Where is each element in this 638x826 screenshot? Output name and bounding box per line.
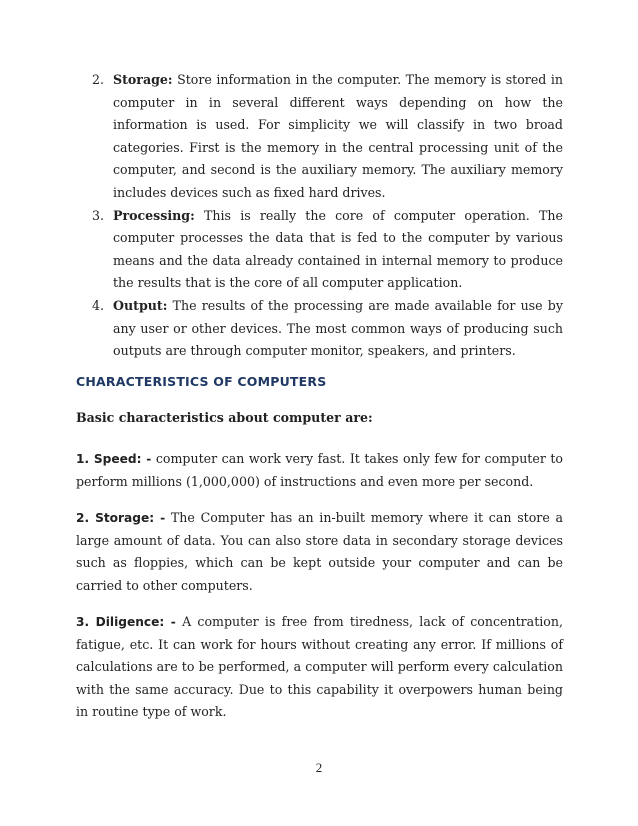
page-number: 2 xyxy=(315,760,323,775)
list-term: Processing: xyxy=(113,207,195,223)
characteristic-diligence xyxy=(76,611,563,724)
list-term: Storage: xyxy=(113,72,173,87)
list-item-processing xyxy=(92,205,563,295)
characteristic-label: 3. Diligence: - xyxy=(76,615,176,629)
characteristic-text: A computer is free from tiredness, lack of concentration, fatigue, etc. It can work for hours without creating any error. If millions of calculations are to be performed, a computer will perform every calculation with the same accuracy. Due to this capability it overpowers human being in routine type of work. xyxy=(76,614,563,720)
characteristic-text: computer can work very fast. It takes only few for computer to perform millions (1,000,000) of instructions and even more per second. xyxy=(76,451,563,489)
characteristic-label: 2. Storage: - xyxy=(76,511,166,525)
list-item-output xyxy=(92,295,563,363)
list-number: 3. xyxy=(92,207,105,223)
characteristic-speed xyxy=(76,448,563,493)
intro-line: Basic characteristics about computer are: xyxy=(76,410,373,425)
characteristic-text: The Computer has an in-built memory where it can store a large amount of data. You can also store data in secondary storage devices such as floppies, which can be kept outside your computer and can be carried to other computers. xyxy=(76,510,563,593)
numbered-list xyxy=(92,69,563,363)
list-item-storage xyxy=(92,69,563,205)
list-text: This is really the core of computer operation. The computer processes the data that is fed to the computer by various means and the data already contained in internal memory to produce the results that is the core of all computer application. xyxy=(113,207,563,291)
list-number: 2. xyxy=(92,72,105,87)
characteristic-label: 1. Speed: - xyxy=(76,452,152,466)
section-heading: CHARACTERISTICS OF COMPUTERS xyxy=(76,374,327,389)
list-term: Output: xyxy=(113,297,168,313)
characteristic-storage xyxy=(76,507,563,597)
list-text: The results of the processing are made available for use by any user or other devices. The most common ways of producing such outputs are through computer monitor, speakers, and printers. xyxy=(113,297,563,359)
list-number: 4. xyxy=(92,297,105,313)
list-text: Store information in the computer. The memory is stored in computer in in several different ways depending on how the information is used. For simplicity we will classify in two broad categories. First is the memory in the central processing unit of the computer, and second is the auxiliary memory. The auxiliary memory includes devices such as fixed hard drives. xyxy=(113,72,563,200)
